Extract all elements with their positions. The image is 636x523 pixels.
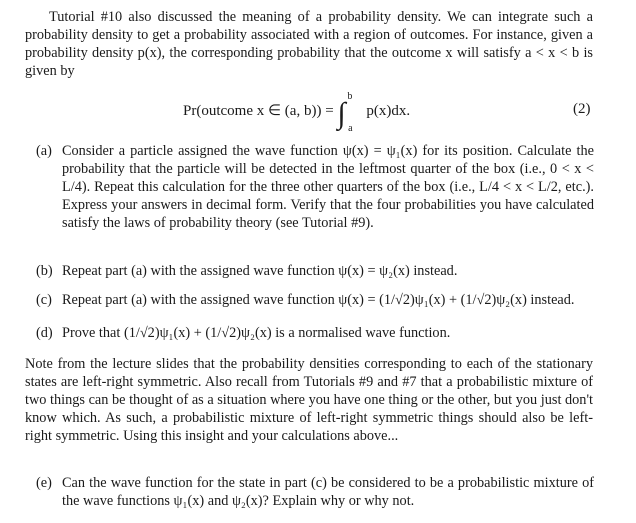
item-label: (b)	[36, 263, 53, 279]
item-e	[36, 474, 594, 510]
integral-lower-limit: a	[348, 123, 353, 134]
item-label: (d)	[36, 325, 53, 341]
item-label: (a)	[36, 143, 52, 159]
equation-lhs: Pr(outcome x ∈ (a, b)) =	[183, 103, 334, 119]
item-b	[36, 262, 594, 280]
intro-text: Tutorial #10 also discussed the meaning of a probability density. We can integrate such a probability density to get a probability associated with a region of outcomes. For instance, given a probability density p(x), the corresponding probability that the outcome x will satisfy a < x < b is given by	[25, 9, 593, 79]
item-label: (e)	[36, 475, 52, 491]
item-text: Prove that (1/√2)ψ₁(x) + (1/√2)ψ₂(x) is a normalised wave function.	[62, 325, 451, 341]
integral-sign: ∫	[337, 97, 346, 130]
item-label: (c)	[36, 292, 52, 308]
note-text: Note from the lecture slides that the probability densities corresponding to each of the stationary states are left-right symmetric. Also recall from Tutorials #9 and #7 that a probabilistic mixture of two things can be thought of as a situation where you have one thing or the other, but you just don't know which. As such, a probabilistic mixture of left-right symmetric things should also be left-right symmetric. Using this insight and your calculations above...	[25, 356, 593, 444]
equation-number: (2)	[573, 101, 591, 117]
item-d	[36, 324, 594, 342]
item-text: Can the wave function for the state in part (c) be considered to be a probabilistic mixture of the wave functions ψ₁(x) and ψ₂(x)? Explain why or why not.	[62, 475, 594, 509]
note-paragraph	[25, 355, 593, 445]
item-a	[36, 142, 594, 232]
item-text: Repeat part (a) with the assigned wave function ψ(x) = ψ₂(x) instead.	[62, 263, 458, 279]
equation-2	[0, 87, 636, 133]
equation-body	[183, 91, 411, 134]
item-text: Consider a particle assigned the wave function ψ(x) = ψ₁(x) for its position. Calculate the probability that the particle will be detected in the leftmost quarter of the box (i.e., 0 < x < L/4). Repeat this calculation for the three other quarters of the box (i.e., L/4 < x < L/2, etc.). Express your answers in decimal form. Verify that the four probabilities you have calculated satisfy the laws of probability theory (see Tutorial #9).	[62, 143, 594, 231]
equation-integrand: p(x)dx.	[366, 103, 411, 119]
integral-upper-limit: b	[347, 91, 353, 102]
item-c	[36, 291, 594, 309]
intro-paragraph	[25, 8, 593, 80]
item-text: Repeat part (a) with the assigned wave function ψ(x) = (1/√2)ψ₁(x) + (1/√2)ψ₂(x) instead.	[62, 292, 575, 308]
